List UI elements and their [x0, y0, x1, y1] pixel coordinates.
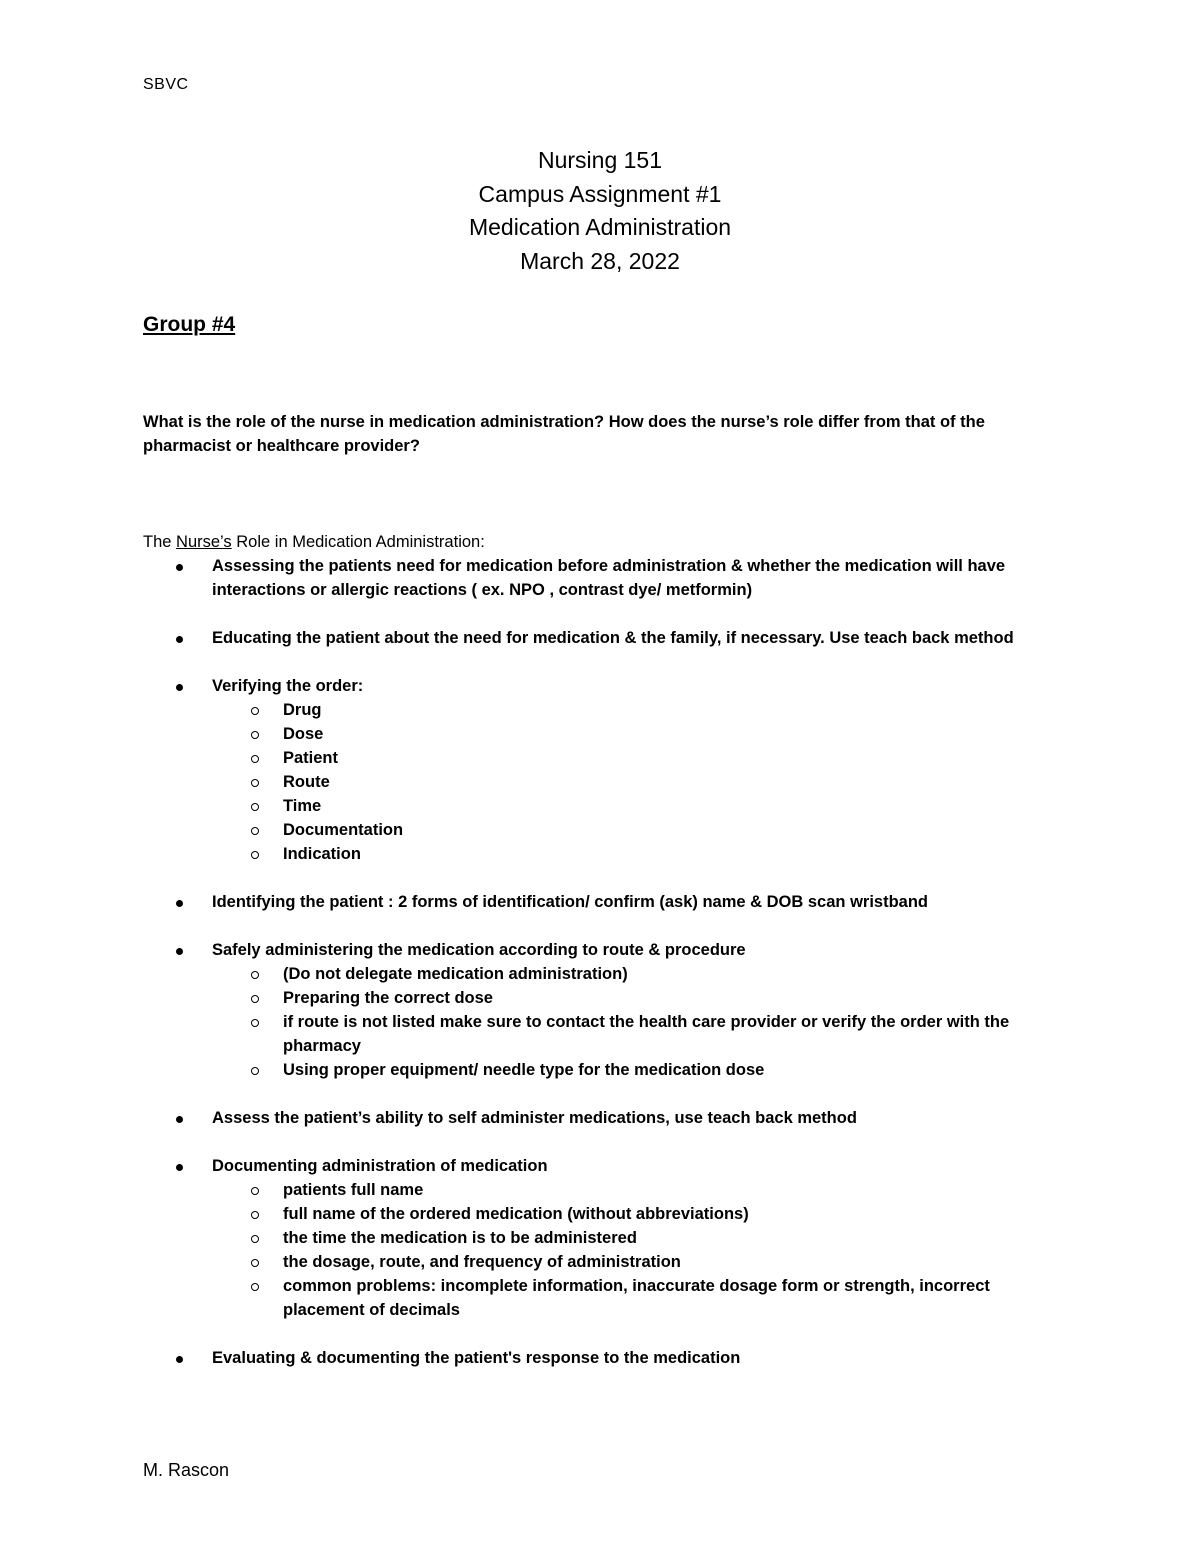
title-block — [0, 144, 1200, 278]
sub-list-item-text: the time the medication is to be administered — [283, 1229, 637, 1247]
list-item-text: Safely administering the medication according to route & procedure — [212, 941, 746, 959]
bullet-icon — [176, 900, 183, 907]
list-item-text: Assessing the patients need for medication before administration & whether the medication will have interactions or allergic reactions ( ex. NPO , contrast dye/ metformin) — [212, 557, 1006, 599]
sub-list-item — [143, 1178, 1073, 1202]
hollow-bullet-icon — [251, 731, 259, 739]
list-item — [143, 890, 1073, 914]
hollow-bullet-icon — [251, 1235, 259, 1243]
sub-list-item — [143, 722, 1073, 746]
list-item — [143, 1154, 1073, 1322]
sub-list-item-text: if route is not listed make sure to contact the health care provider or verify the order with the pharmacy — [283, 1013, 1010, 1055]
sub-list-item-text: Documentation — [283, 821, 404, 839]
sub-list-item — [143, 962, 1073, 986]
sub-list-item-text: Preparing the correct dose — [283, 989, 493, 1007]
hollow-bullet-icon — [251, 755, 259, 763]
sub-list-item — [143, 1010, 1073, 1058]
bullet-icon — [176, 1356, 183, 1363]
bullet-icon — [176, 636, 183, 643]
sub-list-item-text: Using proper equipment/ needle type for the medication dose — [283, 1061, 765, 1079]
role-heading — [143, 530, 485, 554]
sub-list-item — [143, 1226, 1073, 1250]
list-item — [143, 626, 1073, 650]
role-heading-underlined: Nurse’s — [176, 533, 232, 551]
sub-list-item-text: Drug — [283, 701, 322, 719]
sub-list-item — [143, 842, 1073, 866]
sub-list-item-text: Indication — [283, 845, 361, 863]
bullet-icon — [176, 684, 183, 691]
sub-list-item-text: Route — [283, 773, 330, 791]
list-item — [143, 674, 1073, 866]
assignment-title: Campus Assignment #1 — [478, 180, 722, 207]
sub-list-item — [143, 794, 1073, 818]
role-list — [143, 554, 1073, 1370]
bullet-icon — [176, 1116, 183, 1123]
list-item-text: Educating the patient about the need for medication & the family, if necessary. Use teach back method — [212, 629, 1014, 647]
sub-list-item — [143, 1250, 1073, 1274]
sub-list-item-text: Patient — [283, 749, 339, 767]
sub-list-item — [143, 746, 1073, 770]
list-item-text: Documenting administration of medication — [212, 1157, 548, 1175]
hollow-bullet-icon — [251, 851, 259, 859]
sub-list-item — [143, 1058, 1073, 1082]
sub-list-item-text: full name of the ordered medication (without abbreviations) — [283, 1205, 749, 1223]
list-item-text: Assess the patient’s ability to self administer medications, use teach back method — [212, 1109, 857, 1127]
hollow-bullet-icon — [251, 1067, 259, 1075]
list-item-text: Verifying the order: — [212, 677, 364, 695]
footer-author: M. Rascon — [143, 1460, 230, 1480]
hollow-bullet-icon — [251, 1187, 259, 1195]
hollow-bullet-icon — [251, 1259, 259, 1267]
sub-list-item-text: Time — [283, 797, 322, 815]
sub-list-item-text: (Do not delegate medication administration) — [283, 965, 628, 983]
sub-list-item-text: common problems: incomplete information, inaccurate dosage form or strength, incorrect placement of decimals — [283, 1277, 990, 1319]
hollow-bullet-icon — [251, 779, 259, 787]
hollow-bullet-icon — [251, 803, 259, 811]
list-item — [143, 1346, 1073, 1370]
hollow-bullet-icon — [251, 1211, 259, 1219]
group-heading: Group #4 — [143, 313, 236, 336]
sub-list-item — [143, 1274, 1073, 1322]
hollow-bullet-icon — [251, 1283, 259, 1291]
bullet-icon — [176, 1164, 183, 1171]
sub-list-item — [143, 1202, 1073, 1226]
list-item — [143, 554, 1073, 602]
role-heading-prefix: The — [143, 533, 177, 551]
list-item-text: Evaluating & documenting the patient's response to the medication — [212, 1349, 741, 1367]
hollow-bullet-icon — [251, 707, 259, 715]
hollow-bullet-icon — [251, 995, 259, 1003]
hollow-bullet-icon — [251, 971, 259, 979]
topic-title: Medication Administration — [468, 214, 732, 240]
bullet-icon — [176, 564, 183, 571]
role-heading-suffix: Role in Medication Administration: — [231, 533, 485, 551]
list-item — [143, 938, 1073, 1082]
sub-list-item-text: Dose — [283, 725, 324, 743]
list-item-text: Identifying the patient : 2 forms of identification/ confirm (ask) name & DOB scan wristband — [212, 893, 929, 911]
header-institution: SBVC — [143, 76, 189, 93]
hollow-bullet-icon — [251, 827, 259, 835]
list-item — [143, 1106, 1073, 1130]
sub-list-item — [143, 698, 1073, 722]
sub-list-item — [143, 818, 1073, 842]
sub-list-item — [143, 770, 1073, 794]
hollow-bullet-icon — [251, 1019, 259, 1027]
sub-list-item-text: the dosage, route, and frequency of administration — [283, 1253, 681, 1271]
bullet-icon — [176, 948, 183, 955]
question-text: What is the role of the nurse in medication administration? How does the nurse’s role differ from that of the pharmacist or healthcare provider? — [143, 413, 985, 455]
course-title: Nursing 151 — [537, 147, 663, 173]
sub-list-item-text: patients full name — [283, 1181, 424, 1199]
sub-list-item — [143, 986, 1073, 1010]
assignment-date: March 28, 2022 — [520, 247, 680, 274]
